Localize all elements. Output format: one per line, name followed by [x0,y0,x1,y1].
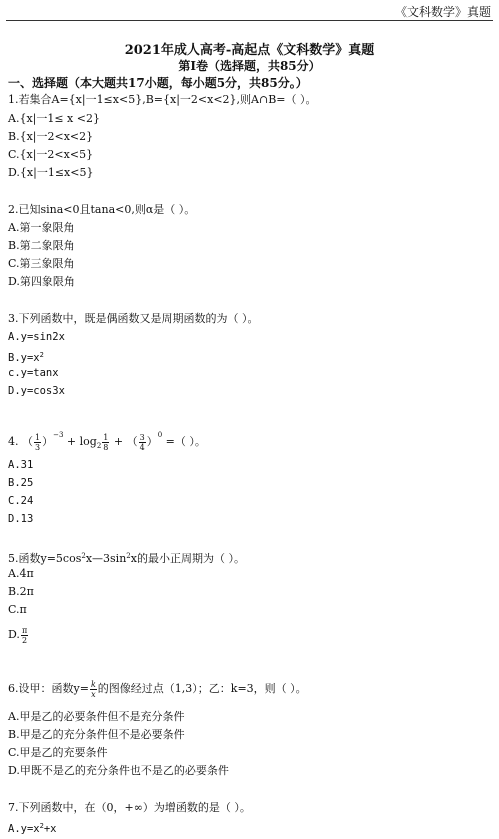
q5-stem-end: x的最小正周期为（ ）。 [130,552,245,565]
q7-option-a-text: A.y=x [8,823,40,835]
q3-option-c: c.y=tanx [8,367,59,379]
q4-paren-close-1: ） [42,435,54,448]
q2-option-c: C.第三象限角 [8,257,75,270]
q4-paren-open-1: （ [22,435,33,448]
q6-option-d: D.甲既不是乙的充分条件也不是乙的必要条件 [8,764,229,777]
q6-fraction-denominator: x [91,689,96,699]
q4-option-b: B.25 [8,477,34,489]
q7-option-a-tail: +x [43,823,57,835]
q6-option-c: C.甲是乙的充要条件 [8,746,108,759]
q4-plus: + [113,435,124,448]
q7-stem: 7.下列函数中，在（0，+∞）为增函数的是（ ）。 [8,801,251,814]
q5-option-d [8,624,29,646]
q4-fraction-3 [139,433,146,452]
q4-exponent-1: −3 [53,431,64,439]
q7-option-a [8,819,56,836]
q6-stem-start: 6.设甲：函数y= [8,682,89,695]
q5-exponent-2: 2 [126,552,131,560]
q5-option-d-label: D. [8,628,20,641]
q3-stem: 3.下列函数中，既是偶函数又是周期函数的为（ ）。 [8,312,259,325]
q4-log-base: 2 [96,442,102,450]
q4-fraction-2-numerator: 1 [103,432,109,442]
q4-option-d: D.13 [8,513,34,525]
q6-stem [8,678,307,700]
q6-option-a: A.甲是乙的必要条件但不是充分条件 [8,710,185,723]
q3-option-b [8,348,44,365]
q2-option-a: A.第一象限角 [8,221,75,234]
q5-option-a: A.4π [8,567,34,580]
q5-stem-start: 5.函数y=5cos [8,552,82,565]
header-divider [6,20,493,21]
q6-option-b: B.甲是乙的充分条件但不是必要条件 [8,728,185,741]
q4-fraction-2 [102,433,109,452]
header-document-title: 《文科数学》真题 [394,5,491,19]
q1-option-d: D.{x|一1≤x<5} [8,166,94,179]
q4-fraction-3-numerator: 3 [139,432,145,442]
q3-option-d: D.y=cos3x [8,385,65,397]
q4-number: 4. [8,435,19,448]
q2-option-b: B.第二象限角 [8,239,75,252]
q4-fraction-1-denominator: 3 [35,442,41,452]
q5-stem [8,549,245,566]
q2-stem: 2.已知sina<0且tana<0,则α是（ ）。 [8,203,196,216]
q4-fraction-1 [34,433,41,452]
q4-option-a: A.31 [8,459,34,471]
q5-option-d-fraction [21,626,28,645]
q4-paren-open-3: （ [126,435,138,448]
page-title: 2021年成人高考-高起点《文科数学》真题 [124,43,375,58]
q3-option-b-text: B.y=x [8,352,40,364]
q6-stem-end: 的图像经过点（1,3）；乙：k=3，则（ ）。 [97,682,307,695]
q4-fraction-3-denominator: 4 [139,442,145,452]
q4-fraction-1-numerator: 1 [35,432,41,442]
q5-option-b: B.2π [8,585,34,598]
q3-option-a: A.y=sin2x [8,331,65,343]
q5-option-c: C.π [8,603,27,616]
q6-fraction [90,680,97,699]
q4-fraction-2-denominator: 8 [103,442,109,452]
q1-option-b: B.{x|一2<x<2} [8,130,94,143]
q5-stem-middle: x—3sin [85,552,127,565]
q1-option-a: A.{x|一1≤ x <2} [8,112,100,125]
q4-plus-log: + log [66,435,97,448]
page-subtitle: 第Ⅰ卷（选择题，共85分） [178,59,321,73]
q1-option-c: C.{x|一2<x<5} [8,148,94,161]
q2-option-d: D.第四象限角 [8,275,75,288]
q7-option-a-exponent: 2 [39,822,44,830]
q6-fraction-numerator: k [90,679,96,689]
q4-option-c: C.24 [8,495,34,507]
q4-stem [8,424,206,457]
q4-tail: =（ ）。 [165,435,206,448]
q4-paren-close-3: ） [146,435,158,448]
q5-exponent-1: 2 [81,552,86,560]
q4-exponent-3: 0 [157,431,163,439]
q5-option-d-numerator: π [21,625,28,635]
q1-stem: 1.若集合A={x|一1≤x<5},B={x|一2<x<2},则A∩B=（ ）。 [8,93,317,106]
q5-option-d-denominator: 2 [22,635,28,645]
section-heading: 一、选择题（本大题共17小题，每小题5分，共85分。） [8,76,308,90]
q3-option-b-exponent: 2 [39,351,44,359]
